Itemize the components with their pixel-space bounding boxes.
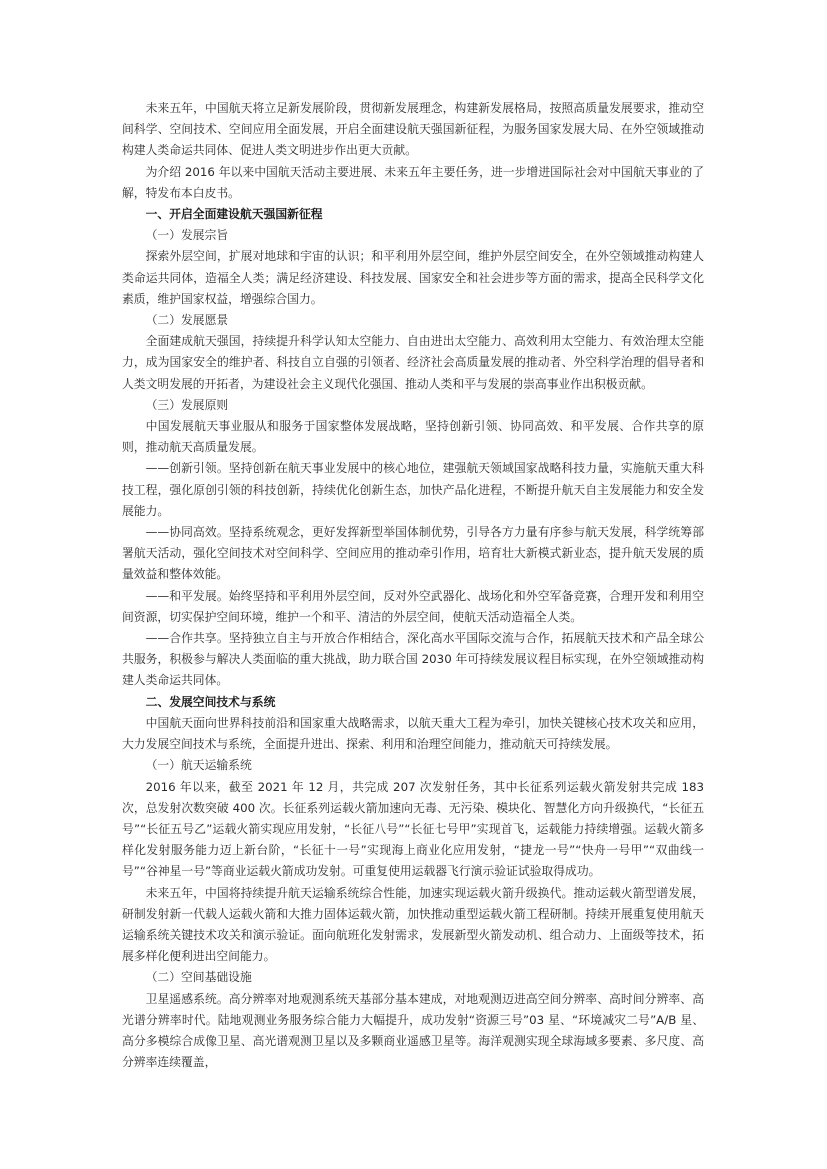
body-paragraph: 全面建成航天强国，持续提升科学认知太空能力、自由进出太空能力、高效利用太空能力、有效治理太空能力，成为国家安全的维护者、科技自立自强的引领者、经济社会高质量发展的推动者、外空科学治理的倡导者和人类文明发展的开拓者，为建设社会主义现代化强国、推动人类和平与发展的崇高事业作出积极贡献。 (122, 334, 704, 391)
subsection-heading: （一）航天运输系统 (145, 758, 252, 773)
body-paragraph: 中国航天面向世界科技前沿和国家重大战略需求，以航天重大工程为牵引，加快关键核心技术攻关和应用，大力发展空间技术与系统，全面提升进出、探索、利用和治理空间能力，推动航天可持续发展。 (122, 715, 704, 752)
body-paragraph: 2016 年以来，截至 2021 年 12 月，共完成 207 次发射任务，其中长征系列运载火箭发射共完成 183 次，总发射次数突破 400 次。长征系列运载火箭加速向无毒、无污染、模块化、智慧化方向升级换代，“长征五号”“长征五号乙”运载火箭实现应用发射，“长征八号”“长征七号甲”实现首飞，运载能力持续增强。运载火箭多样化发射服务能力迈上新台阶，“长征十一号”实现海上商业化应用发射，“捷龙一号”“快舟一号甲”“双曲线一号”“谷神星一号”等商业运载火箭成功发射。可重复使用运载器飞行演示验证试验取得成功。 (122, 779, 704, 879)
body-paragraph: 为介绍 2016 年以来中国航天活动主要进展、未来五年主要任务，进一步增进国际社会对中国航天事业的了解，特发布本白皮书。 (122, 164, 704, 200)
body-paragraph: ——协同高效。坚持系统观念，更好发挥新型举国体制优势，引导各方力量有序参与航天发展，科学统筹部署航天活动，强化空间技术对空间科学、空间应用的推动牵引作用，培育壮大新模式新业态，提升航天发展的质量效益和整体效能。 (122, 525, 704, 582)
subsection-heading: （二）空间基础设施 (145, 970, 252, 985)
subsection-heading: （二）发展愿景 (145, 313, 229, 328)
body-paragraph: 卫星遥感系统。高分辨率对地观测系统天基部分基本建成，对地观测迈进高空间分辨率、高时间分辨率、高光谱分辨率时代。陆地观测业务服务综合能力大幅提升，成功发射“资源三号”03 星、“环境减灾二号”A/B 星、高分多模综合成像卫星、高光谱观测卫星以及多颗商业遥感卫星等。海洋观测实现全球海域多要素、多尺度、高分辨率连续覆盖， (122, 991, 704, 1070)
body-paragraph: ——和平发展。始终坚持和平利用外层空间，反对外空武器化、战场化和外空军备竞赛，合理开发和利用空间资源，切实保护空间环境，维护一个和平、清洁的外层空间，使航天活动造福全人类。 (122, 588, 704, 624)
body-paragraph: 未来五年，中国航天将立足新发展阶段，贯彻新发展理念，构建新发展格局，按照高质量发展要求，推动空间科学、空间技术、空间应用全面发展，开启全面建设航天强国新征程，为服务国家发展大局、在外空领域推动构建人类命运共同体、促进人类文明进步作出更大贡献。 (122, 101, 704, 158)
body-paragraph: 未来五年，中国将持续提升航天运输系统综合性能，加速实现运载火箭升级换代。推动运载火箭型谱发展，研制发射新一代载人运载火箭和大推力固体运载火箭，加快推动重型运载火箭工程研制。持续开展重复使用航天运输系统关键技术攻关和演示验证。面向航班化发射需求，发展新型火箭发动机、组合动力、上面级等技术，拓展多样化便利进出空间能力。 (122, 885, 704, 964)
subsection-heading: （三）发展原则 (145, 397, 229, 412)
body-paragraph: 中国发展航天事业服从和服务于国家整体发展战略，坚持创新引领、协同高效、和平发展、合作共享的原则，推动航天高质量发展。 (122, 419, 704, 455)
body-paragraph: 探索外层空间，扩展对地球和宇宙的认识；和平利用外层空间，维护外层空间安全，在外空领域推动构建人类命运共同体，造福全人类；满足经济建设、科技发展、国家安全和社会进步等方面的需求，提高全民科学文化素质，维护国家权益，增强综合国力。 (122, 249, 704, 306)
section-heading: 二、发展空间技术与系统 (145, 694, 276, 709)
section-heading: 一、开启全面建设航天强国新征程 (145, 207, 323, 222)
subsection-heading: （一）发展宗旨 (145, 228, 229, 243)
document-body (122, 98, 704, 1073)
body-paragraph: ——合作共享。坚持独立自主与开放合作相结合，深化高水平国际交流与合作，拓展航天技术和产品全球公共服务，积极参与解决人类面临的重大挑战，助力联合国 2030 年可持续发展议程目标实现，在外空领域推动构建人类命运共同体。 (122, 631, 704, 688)
body-paragraph: ——创新引领。坚持创新在航天事业发展中的核心地位，建强航天领域国家战略科技力量，实施航天重大科技工程，强化原创引领的科技创新，持续优化创新生态，加快产品化进程，不断提升航天自主发展能力和安全发展能力。 (122, 461, 704, 518)
